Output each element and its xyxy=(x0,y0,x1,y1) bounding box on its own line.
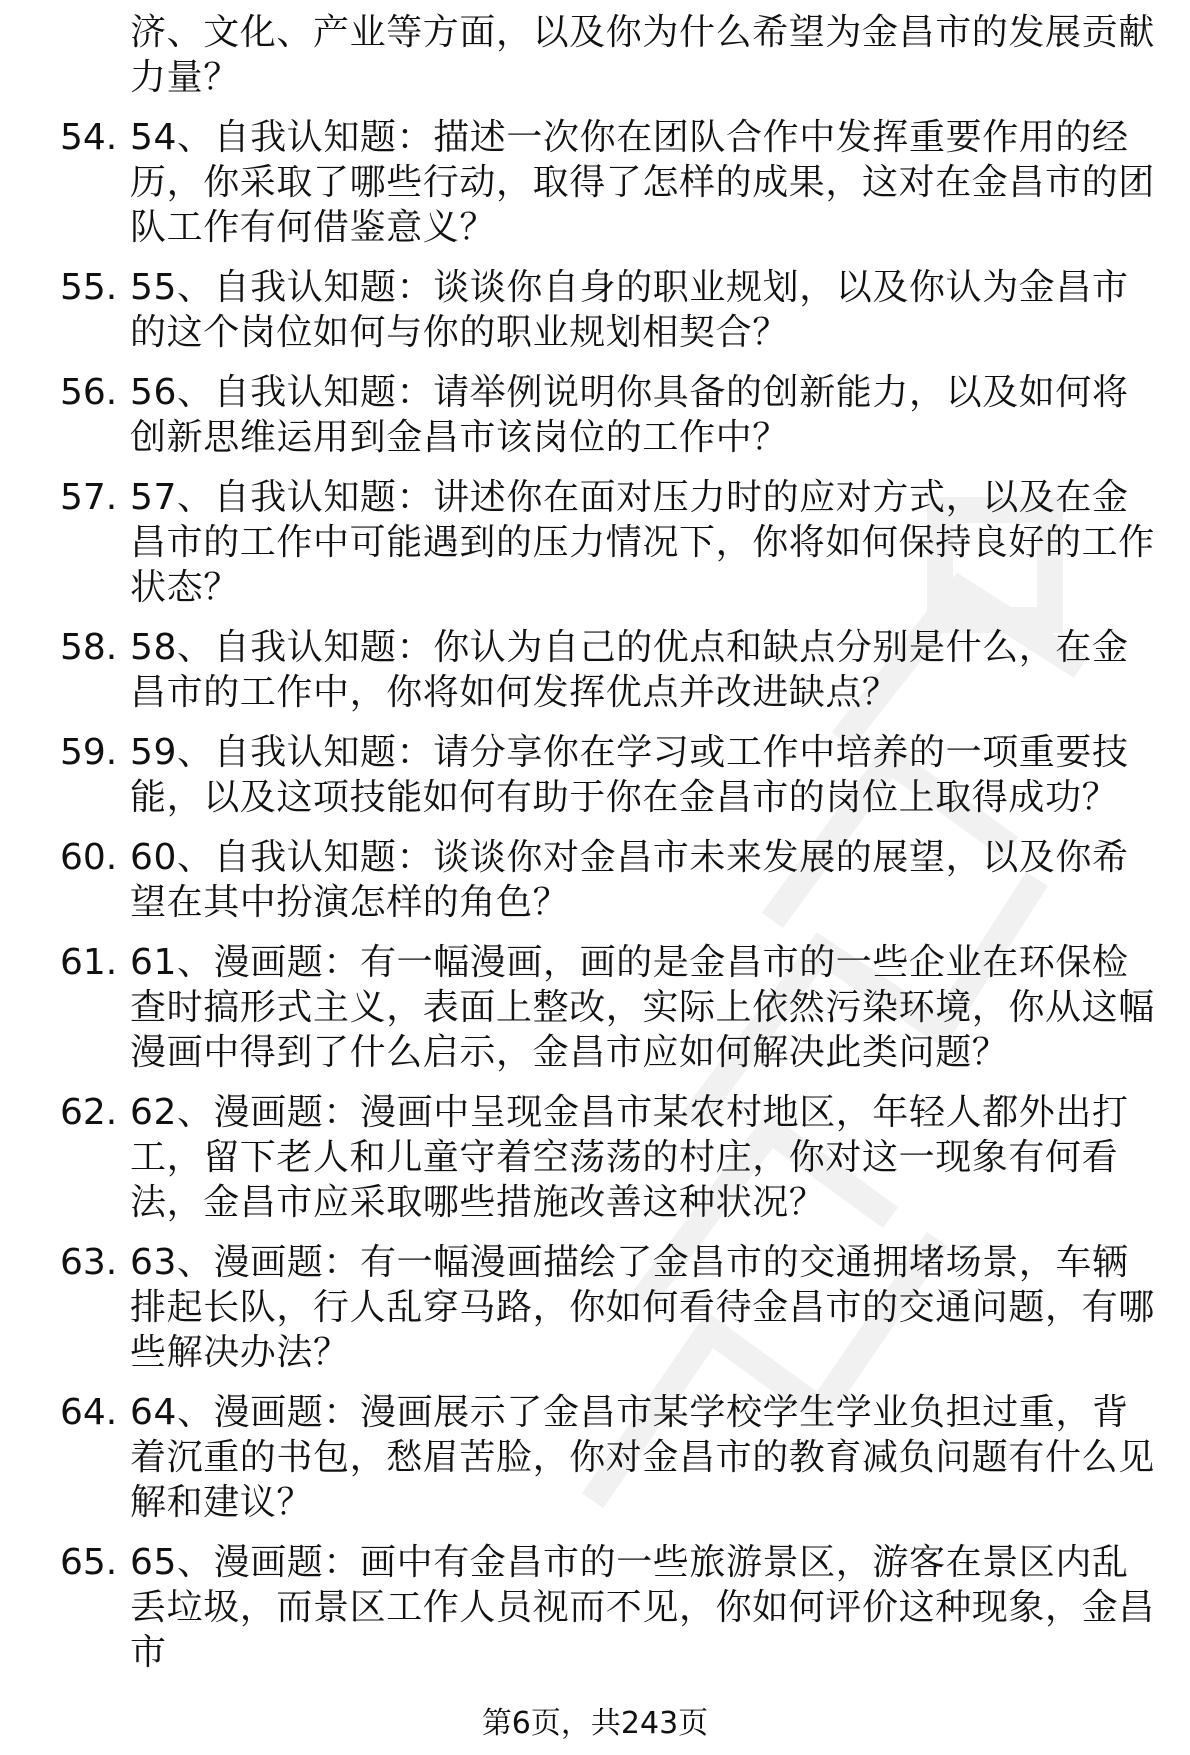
item-number: 55. xyxy=(60,267,118,308)
item-text: 65、漫画题：画中有金昌市的一些旅游景区，游客在景区内乱丢垃圾，而景区工作人员视而不见，你如何评价这种现象，金昌市 xyxy=(130,1542,1155,1673)
item-text: 64、漫画题：漫画展示了金昌市某学校学生学业负担过重，背着沉重的书包，愁眉苦脸，你对金昌市的教育减负问题有什么见解和建议？ xyxy=(130,1392,1155,1523)
list-item xyxy=(60,370,1160,460)
item-number: 60. xyxy=(60,837,118,878)
item-text: 济、文化、产业等方面，以及你为什么希望为金昌市的发展贡献力量？ xyxy=(130,12,1155,98)
item-text: 61、漫画题：有一幅漫画，画的是金昌市的一些企业在环保检查时搞形式主义，表面上整改，实际上依然污染环境，你从这幅漫画中得到了什么启示，金昌市应如何解决此类问题？ xyxy=(130,942,1155,1073)
item-number: 54. xyxy=(60,117,118,158)
list-item xyxy=(60,940,1160,1075)
item-number: 58. xyxy=(60,627,118,668)
item-text: 60、自我认知题：谈谈你对金昌市未来发展的展望，以及你希望在其中扮演怎样的角色？ xyxy=(130,837,1129,923)
page-footer: 第6页，共243页 xyxy=(481,1706,709,1741)
item-text: 57、自我认知题：讲述你在面对压力时的应对方式，以及在金昌市的工作中可能遇到的压力情况下，你将如何保持良好的工作状态？ xyxy=(130,477,1155,608)
item-number: 57. xyxy=(60,477,118,518)
list-item xyxy=(60,265,1160,355)
item-text: 55、自我认知题：谈谈你自身的职业规划，以及你认为金昌市的这个岗位如何与你的职业规划相契合？ xyxy=(130,267,1129,353)
list-item xyxy=(60,1540,1160,1675)
question-list xyxy=(60,10,1160,1690)
item-number: 56. xyxy=(60,372,118,413)
item-text: 56、自我认知题：请举例说明你具备的创新能力，以及如何将创新思维运用到金昌市该岗位的工作中？ xyxy=(130,372,1129,458)
list-item xyxy=(60,1390,1160,1525)
list-item xyxy=(60,625,1160,715)
item-number xyxy=(60,10,130,100)
item-text: 54、自我认知题：描述一次你在团队合作中发挥重要作用的经历，你采取了哪些行动，取得了怎样的成果，这对在金昌市的团队工作有何借鉴意义？ xyxy=(130,117,1155,248)
item-text: 58、自我认知题：你认为自己的优点和缺点分别是什么，在金昌市的工作中，你将如何发挥优点并改进缺点？ xyxy=(130,627,1129,713)
item-number: 62. xyxy=(60,1092,118,1133)
list-item xyxy=(60,1090,1160,1225)
list-item xyxy=(60,115,1160,250)
item-text: 63、漫画题：有一幅漫画描绘了金昌市的交通拥堵场景，车辆排起长队，行人乱穿马路，你如何看待金昌市的交通问题，有哪些解决办法？ xyxy=(130,1242,1155,1373)
item-number: 64. xyxy=(60,1392,118,1433)
list-item xyxy=(60,730,1160,820)
item-number: 61. xyxy=(60,942,118,983)
item-number: 65. xyxy=(60,1542,118,1583)
list-item xyxy=(60,835,1160,925)
list-item xyxy=(60,1240,1160,1375)
item-number: 59. xyxy=(60,732,118,773)
item-number: 63. xyxy=(60,1242,118,1283)
item-text: 62、漫画题：漫画中呈现金昌市某农村地区，年轻人都外出打工，留下老人和儿童守着空荡荡的村庄，你对这一现象有何看法，金昌市应采取哪些措施改善这种状况？ xyxy=(130,1092,1129,1223)
list-item xyxy=(60,10,1160,100)
list-item xyxy=(60,475,1160,610)
item-text: 59、自我认知题：请分享你在学习或工作中培养的一项重要技能，以及这项技能如何有助于你在金昌市的岗位上取得成功？ xyxy=(130,732,1129,818)
